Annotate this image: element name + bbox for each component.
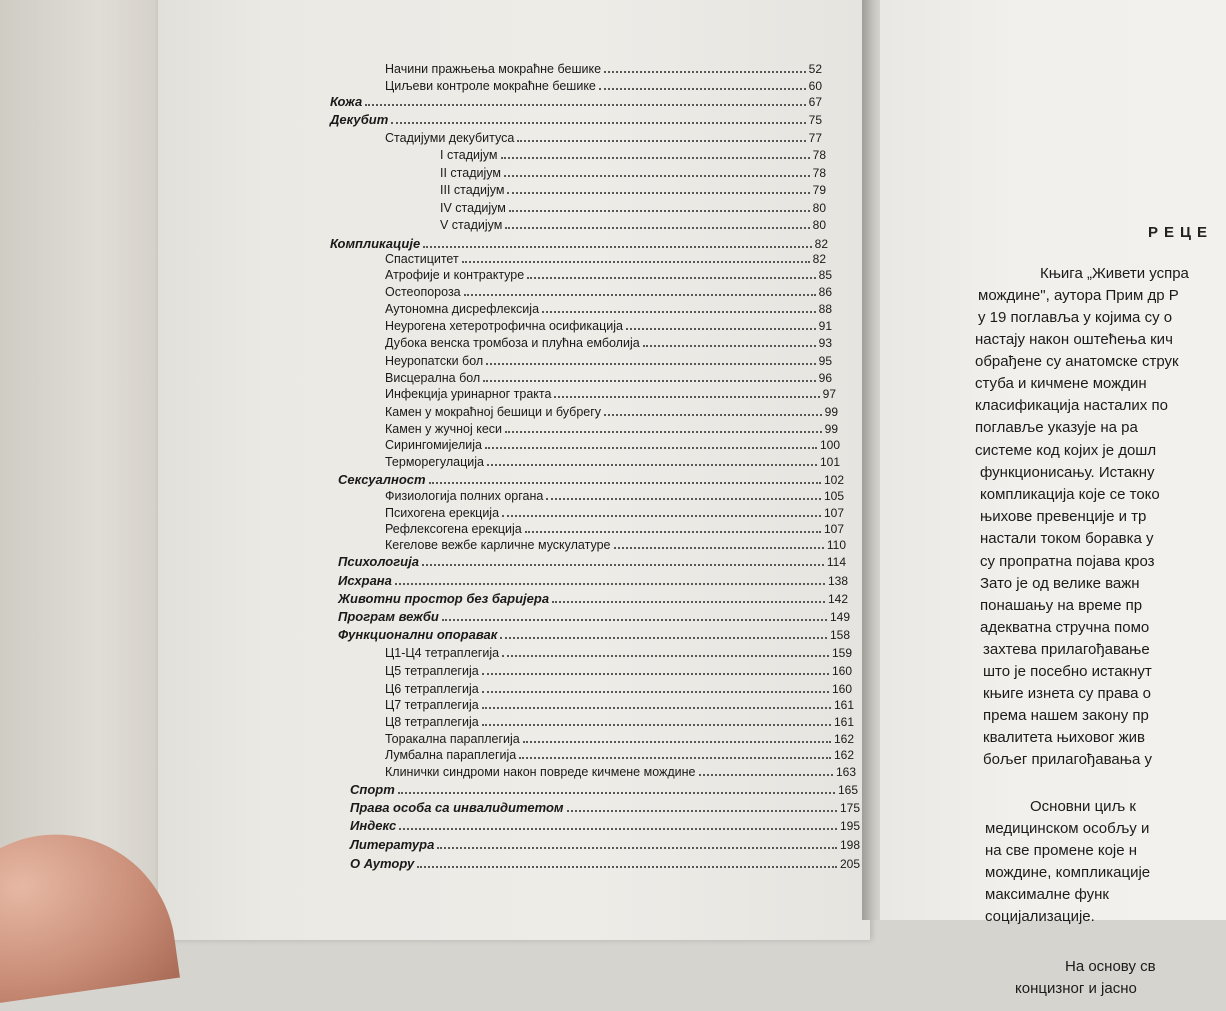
toc-entry-title: Кожа bbox=[330, 94, 363, 109]
toc-entry bbox=[385, 730, 854, 746]
toc-entry bbox=[385, 129, 822, 145]
toc-entry-page: 160 bbox=[831, 682, 852, 696]
toc-entry-title: Исхрана bbox=[338, 573, 392, 588]
toc-entry-page: 75 bbox=[808, 113, 822, 127]
review-text-line: На основу св bbox=[1065, 958, 1156, 975]
toc-dot-leader bbox=[482, 706, 831, 709]
toc-entry-page: 77 bbox=[808, 131, 822, 145]
toc-entry-title: Психологија bbox=[338, 554, 419, 569]
toc-entry bbox=[350, 799, 860, 815]
toc-entry bbox=[385, 266, 832, 282]
toc-dot-leader bbox=[482, 672, 829, 675]
toc-entry-page: 165 bbox=[837, 783, 858, 797]
review-text-line: понашању на време пр bbox=[980, 597, 1143, 614]
toc-entry-page: 91 bbox=[818, 319, 832, 333]
review-text-line: адекватна стручна помо bbox=[980, 619, 1150, 636]
toc-entry-title: Неурогена хетеротрофична осификација bbox=[385, 319, 623, 333]
toc-dot-leader bbox=[417, 865, 837, 868]
toc-entry-page: 138 bbox=[827, 574, 848, 588]
toc-dot-leader bbox=[483, 379, 815, 382]
review-text-line: у 19 поглавља у којима су о bbox=[978, 309, 1173, 326]
toc-entry-page: 101 bbox=[819, 455, 840, 469]
toc-entry-page: 195 bbox=[839, 819, 860, 833]
toc-entry-page: 82 bbox=[812, 252, 826, 266]
toc-entry bbox=[350, 781, 858, 797]
toc-dot-leader bbox=[504, 174, 810, 177]
toc-dot-leader bbox=[482, 723, 831, 726]
toc-dot-leader bbox=[523, 740, 831, 743]
toc-dot-leader bbox=[546, 497, 821, 500]
toc-dot-leader bbox=[437, 846, 837, 849]
toc-entry bbox=[385, 317, 832, 333]
toc-dot-leader bbox=[554, 395, 819, 398]
review-text-line: мождине", аутора Прим др Р bbox=[978, 287, 1179, 304]
toc-entry-title: Аутономна дисрефлексија bbox=[385, 302, 540, 316]
toc-entry bbox=[350, 855, 860, 871]
toc-entry bbox=[440, 181, 826, 197]
toc-dot-leader bbox=[604, 70, 806, 73]
toc-entry-title: Атрофије и контрактуре bbox=[385, 268, 525, 282]
toc-entry-title: Инфекција уринарног тракта bbox=[385, 387, 552, 401]
review-text-line: Зато је од велике важн bbox=[980, 575, 1140, 592]
toc-entry-title: Кегелове вежбе карличне мускулатуре bbox=[385, 538, 611, 552]
toc-entry-title: Рефлексогена ерекција bbox=[385, 522, 522, 536]
toc-entry bbox=[338, 626, 850, 642]
toc-dot-leader bbox=[486, 362, 815, 365]
toc-dot-leader bbox=[567, 809, 837, 812]
review-text-line: обрађене су анатомске струк bbox=[975, 353, 1179, 370]
toc-entry bbox=[330, 93, 822, 109]
toc-dot-leader bbox=[542, 310, 816, 313]
review-text-line: медицинском особљу и bbox=[985, 820, 1150, 837]
toc-entry-page: 160 bbox=[831, 664, 852, 678]
toc-dot-leader bbox=[442, 618, 827, 621]
toc-entry-page: 99 bbox=[824, 405, 838, 419]
toc-entry-page: 162 bbox=[833, 748, 854, 762]
review-page-sheet bbox=[880, 0, 1226, 920]
toc-entry-page: 102 bbox=[823, 473, 844, 487]
toc-entry-title: Литература bbox=[350, 837, 435, 852]
toc-entry bbox=[338, 608, 850, 624]
toc-dot-leader bbox=[365, 103, 805, 106]
toc-entry bbox=[385, 77, 822, 93]
toc-entry-title: Спорт bbox=[350, 782, 395, 797]
toc-entry-title: Физиологија полних органа bbox=[385, 489, 544, 503]
toc-dot-leader bbox=[552, 600, 825, 603]
toc-dot-leader bbox=[501, 156, 810, 159]
toc-entry bbox=[385, 250, 826, 266]
review-text-line: социјализације. bbox=[985, 908, 1095, 925]
toc-dot-leader bbox=[399, 827, 837, 830]
toc-entry bbox=[338, 553, 846, 569]
toc-dot-leader bbox=[626, 327, 816, 330]
review-text-line: што је посебно истакнут bbox=[983, 663, 1152, 680]
toc-entry bbox=[385, 644, 852, 660]
toc-entry-title: Ц6 тетраплегија bbox=[385, 682, 479, 696]
toc-dot-leader bbox=[525, 530, 821, 533]
toc-dot-leader bbox=[519, 756, 831, 759]
toc-dot-leader bbox=[395, 582, 825, 585]
toc-dot-leader bbox=[502, 654, 829, 657]
review-text-line: Књига „Живети успра bbox=[1040, 265, 1189, 282]
toc-dot-leader bbox=[429, 481, 821, 484]
toc-entry-page: 52 bbox=[808, 62, 822, 76]
toc-entry-title: Стадијуми декубитуса bbox=[385, 131, 515, 145]
toc-entry bbox=[330, 111, 822, 127]
toc-entry-title: Остеопороза bbox=[385, 285, 461, 299]
toc-entry bbox=[338, 471, 844, 487]
toc-entry bbox=[385, 385, 836, 401]
toc-entry-title: V стадијум bbox=[440, 218, 503, 232]
toc-entry-page: 88 bbox=[818, 302, 832, 316]
review-text-line: захтева прилагођавање bbox=[983, 641, 1150, 658]
toc-entry-page: 78 bbox=[812, 166, 826, 180]
toc-dot-leader bbox=[464, 293, 816, 296]
toc-entry-title: Камен у жучној кеси bbox=[385, 422, 503, 436]
review-heading: РЕЦЕ bbox=[1148, 224, 1213, 241]
toc-entry bbox=[350, 836, 860, 852]
toc-entry bbox=[385, 369, 832, 385]
toc-entry-page: 163 bbox=[835, 765, 856, 779]
toc-entry-page: 95 bbox=[818, 354, 832, 368]
review-text-line: класификација насталих по bbox=[975, 397, 1168, 414]
toc-entry-page: 99 bbox=[824, 422, 838, 436]
review-text-line: системе код којих је дошл bbox=[975, 442, 1157, 459]
toc-entry-page: 142 bbox=[827, 592, 848, 606]
toc-entry-page: 79 bbox=[812, 183, 826, 197]
toc-dot-leader bbox=[505, 430, 822, 433]
toc-entry bbox=[385, 696, 854, 712]
toc-dot-leader bbox=[604, 413, 822, 416]
review-text-line: према нашем закону пр bbox=[983, 707, 1149, 724]
toc-entry-title: О Аутору bbox=[350, 856, 415, 871]
toc-dot-leader bbox=[517, 139, 805, 142]
toc-entry-title: Спастицитет bbox=[385, 252, 459, 266]
toc-entry-title: Клинички синдроми након повреде кичмене мождине bbox=[385, 765, 696, 779]
toc-dot-leader bbox=[599, 87, 806, 90]
toc-entry-title: Функционални опоравак bbox=[338, 627, 498, 642]
toc-entry-title: Индекс bbox=[350, 818, 397, 833]
toc-entry-page: 158 bbox=[829, 628, 850, 642]
toc-entry bbox=[385, 536, 846, 552]
review-text-line: настају након оштећења кич bbox=[975, 331, 1173, 348]
toc-entry bbox=[385, 436, 840, 452]
toc-entry-page: 96 bbox=[818, 371, 832, 385]
toc-dot-leader bbox=[423, 245, 811, 248]
toc-entry bbox=[440, 164, 826, 180]
review-text-line: настали током боравка у bbox=[980, 530, 1154, 547]
toc-entry bbox=[385, 283, 832, 299]
toc-entry-title: Лумбална параплегија bbox=[385, 748, 517, 762]
toc-entry-title: Дубока венска тромбоза и плућна емболија bbox=[385, 336, 640, 350]
toc-entry-page: 60 bbox=[808, 79, 822, 93]
toc-entry-title: Сирингомијелија bbox=[385, 438, 482, 452]
toc-entry-title: Циљеви контроле мокраћне бешике bbox=[385, 79, 596, 93]
review-text-line: њихове превенције и тр bbox=[980, 508, 1147, 525]
toc-entry-page: 161 bbox=[833, 715, 854, 729]
toc-entry-title: Торакална параплегија bbox=[385, 732, 520, 746]
toc-entry-page: 80 bbox=[812, 201, 826, 215]
toc-dot-leader bbox=[391, 121, 805, 124]
review-text-line: бољег прилагођавања у bbox=[983, 751, 1152, 768]
toc-entry-page: 114 bbox=[826, 555, 846, 569]
toc-entry-title: Права особа са инвалидитетом bbox=[350, 800, 564, 815]
toc-entry-page: 100 bbox=[819, 438, 840, 452]
toc-entry bbox=[385, 352, 832, 368]
toc-entry-page: 162 bbox=[833, 732, 854, 746]
toc-dot-leader bbox=[422, 563, 824, 566]
toc-entry bbox=[385, 680, 852, 696]
background-left-page bbox=[0, 0, 165, 920]
toc-entry-title: III стадијум bbox=[440, 183, 505, 197]
toc-dot-leader bbox=[482, 690, 829, 693]
toc-entry-title: Ц7 тетраплегија bbox=[385, 698, 479, 712]
toc-entry-title: Камен у мокраћној бешици и бубрегу bbox=[385, 405, 602, 419]
toc-entry-page: 205 bbox=[839, 857, 860, 871]
toc-entry-page: 93 bbox=[818, 336, 832, 350]
toc-entry-title: Висцерална бол bbox=[385, 371, 481, 385]
toc-entry bbox=[440, 146, 826, 162]
toc-entry bbox=[350, 817, 860, 833]
toc-entry-title: IV стадијум bbox=[440, 201, 506, 215]
toc-entry bbox=[330, 235, 828, 251]
toc-dot-leader bbox=[398, 791, 835, 794]
toc-entry-title: Неуропатски бол bbox=[385, 354, 484, 368]
toc-entry-title: II стадијум bbox=[440, 166, 501, 180]
toc-entry bbox=[385, 746, 854, 762]
toc-dot-leader bbox=[509, 209, 810, 212]
toc-entry bbox=[385, 60, 822, 76]
toc-entry-page: 85 bbox=[818, 268, 832, 282]
toc-entry-page: 107 bbox=[823, 506, 844, 520]
toc-dot-leader bbox=[500, 636, 827, 639]
toc-entry-title: Ц5 тетраплегија bbox=[385, 664, 479, 678]
toc-entry-page: 110 bbox=[826, 538, 846, 552]
review-text-line: мождине, компликације bbox=[985, 864, 1151, 881]
toc-entry bbox=[385, 504, 844, 520]
toc-dot-leader bbox=[699, 773, 833, 776]
toc-entry bbox=[440, 199, 826, 215]
toc-entry-page: 80 bbox=[812, 218, 826, 232]
toc-entry bbox=[385, 334, 832, 350]
toc-entry bbox=[385, 453, 840, 469]
toc-entry-title: Ц1-Ц4 тетраплегија bbox=[385, 646, 500, 660]
toc-entry-title: Начини пражњења мокраћне бешике bbox=[385, 62, 602, 76]
review-text-line: поглавље указује на ра bbox=[975, 419, 1138, 436]
review-text-line: концизног и јасно bbox=[1015, 980, 1137, 997]
toc-entry bbox=[440, 216, 826, 232]
review-text-line: Основни циљ к bbox=[1030, 798, 1136, 815]
review-text-line: на све промене које н bbox=[985, 842, 1138, 859]
toc-entry-title: Компликације bbox=[330, 236, 421, 251]
review-text-line: стуба и кичмене мождин bbox=[975, 375, 1147, 392]
toc-entry bbox=[385, 520, 844, 536]
toc-dot-leader bbox=[527, 276, 815, 279]
toc-entry-title: Животни простор без баријера bbox=[338, 591, 550, 606]
toc-dot-leader bbox=[502, 514, 821, 517]
toc-entry-title: Ц8 тетраплегија bbox=[385, 715, 479, 729]
toc-entry bbox=[385, 662, 852, 678]
toc-entry bbox=[385, 300, 832, 316]
toc-entry bbox=[385, 403, 838, 419]
toc-entry-page: 149 bbox=[829, 610, 850, 624]
toc-entry bbox=[385, 487, 844, 503]
toc-entry-page: 82 bbox=[814, 237, 828, 251]
review-text-line: су пропратна појава кроз bbox=[980, 553, 1155, 570]
toc-entry-page: 78 bbox=[812, 148, 826, 162]
toc-entry bbox=[385, 420, 838, 436]
toc-dot-leader bbox=[614, 546, 824, 549]
toc-entry-page: 86 bbox=[818, 285, 832, 299]
toc-entry-title: Програм вежби bbox=[338, 609, 439, 624]
toc-entry-title: I стадијум bbox=[440, 148, 498, 162]
toc-entry bbox=[385, 763, 856, 779]
toc-entry bbox=[338, 572, 848, 588]
toc-dot-leader bbox=[505, 226, 809, 229]
review-text-line: квалитета њиховог жив bbox=[983, 729, 1145, 746]
toc-entry-page: 105 bbox=[823, 489, 844, 503]
toc-dot-leader bbox=[507, 191, 809, 194]
toc-entry-page: 161 bbox=[833, 698, 854, 712]
toc-dot-leader bbox=[462, 260, 810, 263]
toc-entry-title: Декубит bbox=[330, 112, 389, 127]
review-text-line: компликација које се токо bbox=[980, 486, 1160, 503]
review-text-line: функционисању. Истакну bbox=[980, 464, 1155, 481]
toc-entry bbox=[338, 590, 848, 606]
toc-entry-title: Сексуалност bbox=[338, 472, 426, 487]
toc-entry-page: 175 bbox=[839, 801, 860, 815]
toc-dot-leader bbox=[485, 446, 817, 449]
toc-dot-leader bbox=[487, 463, 817, 466]
toc-entry-page: 107 bbox=[823, 522, 844, 536]
toc-entry-page: 159 bbox=[831, 646, 852, 660]
review-text-line: максималне функ bbox=[985, 886, 1109, 903]
toc-entry-page: 97 bbox=[822, 387, 836, 401]
toc-entry-title: Психогена ерекција bbox=[385, 506, 500, 520]
toc-dot-leader bbox=[643, 344, 816, 347]
toc-entry-page: 67 bbox=[808, 95, 822, 109]
toc-entry-title: Терморегулација bbox=[385, 455, 484, 469]
toc-entry-page: 198 bbox=[839, 838, 860, 852]
review-text-line: књиге изнета су права о bbox=[983, 685, 1152, 702]
toc-entry bbox=[385, 713, 854, 729]
